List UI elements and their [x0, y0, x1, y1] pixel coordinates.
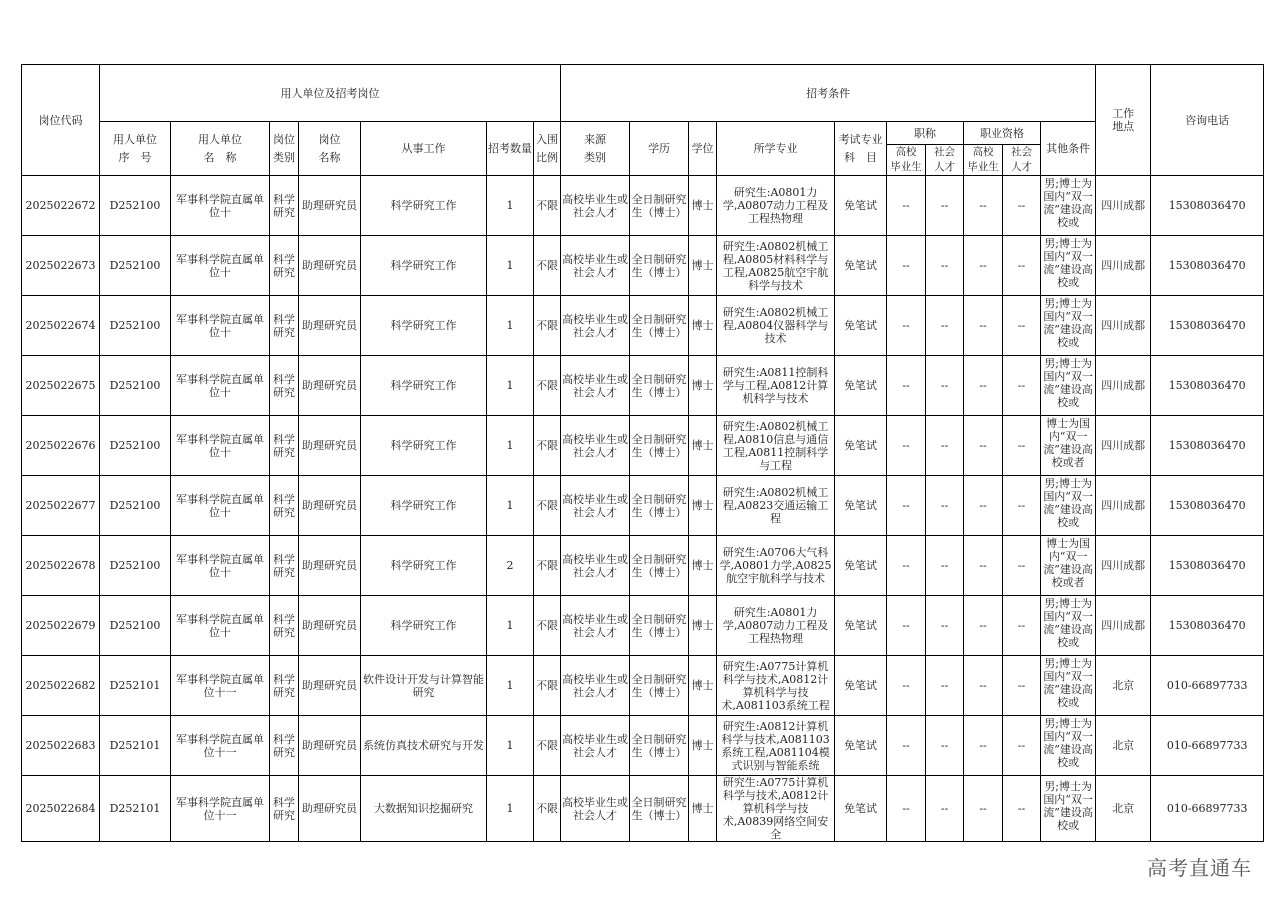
cell-major: 研究生:A0801力学,A0807动力工程及工程热物理: [717, 596, 835, 656]
header-ratio: 入围 比例: [534, 122, 561, 176]
header-work: 从事工作: [361, 122, 487, 176]
cell-post-type: 科学研究: [270, 356, 299, 416]
cell-education: 全日制研究生（博士）: [630, 776, 689, 842]
cell-count: 2: [487, 536, 534, 596]
cell-title-grad: --: [887, 656, 926, 716]
cell-code: 2025022679: [22, 596, 100, 656]
cell-work: 科学研究工作: [361, 476, 487, 536]
cell-post-type: 科学研究: [270, 776, 299, 842]
cell-post-name: 助理研究员: [299, 536, 361, 596]
cell-phone: 15308036470: [1151, 236, 1264, 296]
other-conditions-text: 男;博士为国内“双一流”建设高校或: [1043, 476, 1093, 529]
cell-qual-social: --: [1003, 596, 1041, 656]
cell-ratio: 不限: [534, 656, 561, 716]
cell-qual-social: --: [1003, 236, 1041, 296]
other-conditions-text: 博士为国内“双一流”建设高校或者: [1043, 536, 1093, 589]
cell-source: 高校毕业生或社会人才: [561, 356, 630, 416]
cell-code: 2025022675: [22, 356, 100, 416]
cell-unit-name: 军事科学院直属单位十: [171, 356, 270, 416]
cell-title-social: --: [926, 236, 964, 296]
cell-unit-name: 军事科学院直属单位十: [171, 296, 270, 356]
cell-exam: 免笔试: [835, 296, 887, 356]
cell-qual-social: --: [1003, 476, 1041, 536]
cell-unit-seq: D252100: [100, 536, 171, 596]
cell-major: 研究生:A0775计算机科学与技术,A0812计算机科学与技术,A081103系统工程: [717, 656, 835, 716]
cell-work: 科学研究工作: [361, 236, 487, 296]
cell-post-type: 科学研究: [270, 296, 299, 356]
cell-education: 全日制研究生（博士）: [630, 296, 689, 356]
cell-degree: 博士: [689, 536, 717, 596]
cell-count: 1: [487, 476, 534, 536]
header-qual-social: 社会 人才: [1003, 145, 1041, 176]
cell-unit-seq: D252101: [100, 656, 171, 716]
cell-qual-social: --: [1003, 536, 1041, 596]
cell-ratio: 不限: [534, 176, 561, 236]
cell-ratio: 不限: [534, 776, 561, 842]
cell-work-place: 北京: [1096, 776, 1151, 842]
cell-code: 2025022673: [22, 236, 100, 296]
cell-other: [1041, 596, 1096, 656]
other-conditions-text: 男;博士为国内“双一流”建设高校或: [1043, 716, 1093, 769]
cell-post-name: 助理研究员: [299, 356, 361, 416]
cell-phone: 15308036470: [1151, 416, 1264, 476]
cell-major: 研究生:A0812计算机科学与技术,A081103系统工程,A081104模式识别与智能系统: [717, 716, 835, 776]
table-row: [22, 536, 1264, 596]
cell-other: [1041, 416, 1096, 476]
cell-title-social: --: [926, 596, 964, 656]
cell-work: 科学研究工作: [361, 176, 487, 236]
cell-source: 高校毕业生或社会人才: [561, 656, 630, 716]
cell-qual-grad: --: [964, 596, 1003, 656]
other-conditions-text: 男;博士为国内“双一流”建设高校或: [1043, 596, 1093, 649]
cell-work-place: 四川成都: [1096, 476, 1151, 536]
cell-major: 研究生:A0775计算机科学与技术,A0812计算机科学与技术,A0839网络空间安全: [717, 776, 835, 842]
cell-unit-name: 军事科学院直属单位十: [171, 596, 270, 656]
cell-code: 2025022677: [22, 476, 100, 536]
header-source: 来源 类别: [561, 122, 630, 176]
cell-work: 科学研究工作: [361, 296, 487, 356]
cell-post-name: 助理研究员: [299, 716, 361, 776]
header-qual-group: 职业资格: [964, 122, 1041, 145]
cell-qual-grad: --: [964, 716, 1003, 776]
cell-count: 1: [487, 776, 534, 842]
cell-source: 高校毕业生或社会人才: [561, 176, 630, 236]
cell-education: 全日制研究生（博士）: [630, 176, 689, 236]
header-post-name: 岗位 名称: [299, 122, 361, 176]
cell-source: 高校毕业生或社会人才: [561, 596, 630, 656]
cell-ratio: 不限: [534, 476, 561, 536]
cell-qual-social: --: [1003, 656, 1041, 716]
other-conditions-text: 男;博士为国内“双一流”建设高校或: [1043, 176, 1093, 229]
cell-major: 研究生:A0802机械工程,A0804仪器科学与技术: [717, 296, 835, 356]
cell-source: 高校毕业生或社会人才: [561, 296, 630, 356]
cell-major: 研究生:A0802机械工程,A0823交通运输工程: [717, 476, 835, 536]
cell-degree: 博士: [689, 476, 717, 536]
cell-qual-grad: --: [964, 416, 1003, 476]
cell-degree: 博士: [689, 356, 717, 416]
cell-phone: 15308036470: [1151, 296, 1264, 356]
cell-other: [1041, 716, 1096, 776]
cell-source: 高校毕业生或社会人才: [561, 536, 630, 596]
cell-post-name: 助理研究员: [299, 776, 361, 842]
cell-qual-grad: --: [964, 656, 1003, 716]
cell-title-grad: --: [887, 236, 926, 296]
cell-exam: 免笔试: [835, 416, 887, 476]
cell-unit-seq: D252101: [100, 776, 171, 842]
cell-title-grad: --: [887, 356, 926, 416]
cell-work-place: 四川成都: [1096, 536, 1151, 596]
table-row: [22, 776, 1264, 842]
cell-degree: 博士: [689, 296, 717, 356]
cell-qual-social: --: [1003, 416, 1041, 476]
header-post-code: 岗位代码: [22, 65, 100, 176]
cell-exam: 免笔试: [835, 356, 887, 416]
cell-phone: 010-66897733: [1151, 656, 1264, 716]
cell-title-grad: --: [887, 296, 926, 356]
cell-degree: 博士: [689, 716, 717, 776]
table-row: [22, 236, 1264, 296]
cell-unit-name: 军事科学院直属单位十一: [171, 656, 270, 716]
cell-count: 1: [487, 296, 534, 356]
cell-other: [1041, 356, 1096, 416]
cell-post-type: 科学研究: [270, 716, 299, 776]
cell-code: 2025022672: [22, 176, 100, 236]
cell-other: [1041, 656, 1096, 716]
cell-unit-name: 军事科学院直属单位十: [171, 536, 270, 596]
cell-ratio: 不限: [534, 596, 561, 656]
cell-count: 1: [487, 236, 534, 296]
cell-unit-seq: D252100: [100, 236, 171, 296]
cell-post-type: 科学研究: [270, 176, 299, 236]
cell-qual-social: --: [1003, 296, 1041, 356]
header-post-type: 岗位 类别: [270, 122, 299, 176]
header-title-grad: 高校 毕业生: [887, 145, 926, 176]
other-conditions-text: 博士为国内“双一流”建设高校或者: [1043, 416, 1093, 469]
header-qual-grad: 高校 毕业生: [964, 145, 1003, 176]
cell-phone: 15308036470: [1151, 536, 1264, 596]
cell-title-social: --: [926, 716, 964, 776]
cell-post-name: 助理研究员: [299, 176, 361, 236]
cell-education: 全日制研究生（博士）: [630, 476, 689, 536]
table-row: [22, 416, 1264, 476]
cell-phone: 010-66897733: [1151, 776, 1264, 842]
cell-qual-social: --: [1003, 176, 1041, 236]
cell-other: [1041, 296, 1096, 356]
cell-unit-seq: D252100: [100, 176, 171, 236]
cell-title-grad: --: [887, 416, 926, 476]
cell-qual-grad: --: [964, 536, 1003, 596]
cell-title-grad: --: [887, 716, 926, 776]
cell-code: 2025022683: [22, 716, 100, 776]
cell-post-name: 助理研究员: [299, 296, 361, 356]
header-unit-group: 用人单位及招考岗位: [100, 65, 561, 122]
cell-major: 研究生:A0802机械工程,A0805材料科学与工程,A0825航空宇航科学与技术: [717, 236, 835, 296]
cell-phone: 15308036470: [1151, 596, 1264, 656]
cell-unit-name: 军事科学院直属单位十一: [171, 716, 270, 776]
cell-post-type: 科学研究: [270, 596, 299, 656]
cell-qual-grad: --: [964, 236, 1003, 296]
cell-other: [1041, 236, 1096, 296]
header-title-social: 社会 人才: [926, 145, 964, 176]
cell-major: 研究生:A0801力学,A0807动力工程及工程热物理: [717, 176, 835, 236]
cell-title-grad: --: [887, 176, 926, 236]
cell-post-name: 助理研究员: [299, 596, 361, 656]
header-phone: 咨询电话: [1151, 65, 1264, 176]
cell-source: 高校毕业生或社会人才: [561, 476, 630, 536]
header-unit-name: 用人单位 名 称: [171, 122, 270, 176]
cell-work-place: 四川成都: [1096, 416, 1151, 476]
cell-education: 全日制研究生（博士）: [630, 656, 689, 716]
cell-qual-grad: --: [964, 356, 1003, 416]
cell-phone: 15308036470: [1151, 176, 1264, 236]
cell-unit-name: 军事科学院直属单位十一: [171, 776, 270, 842]
cell-degree: 博士: [689, 416, 717, 476]
cell-work-place: 四川成都: [1096, 236, 1151, 296]
cell-title-grad: --: [887, 776, 926, 842]
cell-code: 2025022682: [22, 656, 100, 716]
cell-education: 全日制研究生（博士）: [630, 416, 689, 476]
cell-title-social: --: [926, 416, 964, 476]
cell-title-grad: --: [887, 596, 926, 656]
cell-post-name: 助理研究员: [299, 476, 361, 536]
cell-count: 1: [487, 416, 534, 476]
cell-qual-grad: --: [964, 176, 1003, 236]
cell-title-social: --: [926, 656, 964, 716]
cell-work-place: 北京: [1096, 716, 1151, 776]
cell-code: 2025022674: [22, 296, 100, 356]
cell-unit-name: 军事科学院直属单位十: [171, 476, 270, 536]
cell-post-type: 科学研究: [270, 236, 299, 296]
cell-title-grad: --: [887, 536, 926, 596]
cell-degree: 博士: [689, 176, 717, 236]
cell-qual-grad: --: [964, 296, 1003, 356]
cell-exam: 免笔试: [835, 776, 887, 842]
table-row: [22, 656, 1264, 716]
cell-source: 高校毕业生或社会人才: [561, 716, 630, 776]
cell-work: 大数据知识挖掘研究: [361, 776, 487, 842]
cell-post-type: 科学研究: [270, 416, 299, 476]
cell-ratio: 不限: [534, 356, 561, 416]
cell-phone: 010-66897733: [1151, 716, 1264, 776]
header-education: 学历: [630, 122, 689, 176]
header-count: 招考数量: [487, 122, 534, 176]
cell-code: 2025022684: [22, 776, 100, 842]
cell-unit-seq: D252100: [100, 596, 171, 656]
other-conditions-text: 男;博士为国内“双一流”建设高校或: [1043, 656, 1093, 709]
header-title-group: 职称: [887, 122, 964, 145]
header-exam: 考试专业 科 目: [835, 122, 887, 176]
table-row: [22, 596, 1264, 656]
cell-education: 全日制研究生（博士）: [630, 236, 689, 296]
cell-education: 全日制研究生（博士）: [630, 716, 689, 776]
cell-exam: 免笔试: [835, 476, 887, 536]
cell-code: 2025022676: [22, 416, 100, 476]
cell-degree: 博士: [689, 596, 717, 656]
cell-major: 研究生:A0706大气科学,A0801力学,A0825航空宇航科学与技术: [717, 536, 835, 596]
cell-title-social: --: [926, 536, 964, 596]
header-other: 其他条件: [1041, 122, 1096, 176]
cell-work-place: 四川成都: [1096, 296, 1151, 356]
cell-phone: 15308036470: [1151, 356, 1264, 416]
cell-degree: 博士: [689, 656, 717, 716]
cell-exam: 免笔试: [835, 176, 887, 236]
cell-exam: 免笔试: [835, 596, 887, 656]
cell-work-place: 四川成都: [1096, 356, 1151, 416]
cell-work-place: 四川成都: [1096, 596, 1151, 656]
cell-other: [1041, 536, 1096, 596]
cell-qual-grad: --: [964, 476, 1003, 536]
cell-major: 研究生:A0802机械工程,A0810信息与通信工程,A0811控制科学与工程: [717, 416, 835, 476]
header-conditions-group: 招考条件: [561, 65, 1096, 122]
cell-post-type: 科学研究: [270, 536, 299, 596]
cell-count: 1: [487, 356, 534, 416]
cell-exam: 免笔试: [835, 656, 887, 716]
cell-post-type: 科学研究: [270, 656, 299, 716]
cell-work: 系统仿真技术研究与开发: [361, 716, 487, 776]
cell-source: 高校毕业生或社会人才: [561, 416, 630, 476]
cell-degree: 博士: [689, 776, 717, 842]
cell-exam: 免笔试: [835, 236, 887, 296]
cell-post-type: 科学研究: [270, 476, 299, 536]
cell-count: 1: [487, 716, 534, 776]
cell-unit-name: 军事科学院直属单位十: [171, 236, 270, 296]
cell-work: 科学研究工作: [361, 356, 487, 416]
cell-exam: 免笔试: [835, 536, 887, 596]
header-degree: 学位: [689, 122, 717, 176]
header-work-place: 工作 地点: [1096, 65, 1151, 176]
cell-count: 1: [487, 176, 534, 236]
cell-unit-name: 军事科学院直属单位十: [171, 176, 270, 236]
cell-work: 科学研究工作: [361, 596, 487, 656]
cell-unit-seq: D252100: [100, 416, 171, 476]
cell-code: 2025022678: [22, 536, 100, 596]
cell-unit-seq: D252101: [100, 716, 171, 776]
cell-post-name: 助理研究员: [299, 416, 361, 476]
cell-qual-social: --: [1003, 776, 1041, 842]
cell-education: 全日制研究生（博士）: [630, 536, 689, 596]
cell-qual-social: --: [1003, 356, 1041, 416]
cell-ratio: 不限: [534, 416, 561, 476]
cell-title-social: --: [926, 296, 964, 356]
table-row: [22, 296, 1264, 356]
cell-ratio: 不限: [534, 716, 561, 776]
cell-title-grad: --: [887, 476, 926, 536]
cell-degree: 博士: [689, 236, 717, 296]
cell-title-social: --: [926, 776, 964, 842]
cell-exam: 免笔试: [835, 716, 887, 776]
header-unit-seq: 用人单位 序 号: [100, 122, 171, 176]
cell-source: 高校毕业生或社会人才: [561, 776, 630, 842]
cell-unit-seq: D252100: [100, 296, 171, 356]
other-conditions-text: 男;博士为国内“双一流”建设高校或: [1043, 296, 1093, 349]
table-row: [22, 716, 1264, 776]
other-conditions-text: 男;博士为国内“双一流”建设高校或: [1043, 236, 1093, 289]
cell-title-social: --: [926, 356, 964, 416]
cell-ratio: 不限: [534, 536, 561, 596]
cell-title-social: --: [926, 176, 964, 236]
cell-qual-grad: --: [964, 776, 1003, 842]
recruitment-table: [21, 64, 1264, 842]
cell-source: 高校毕业生或社会人才: [561, 236, 630, 296]
cell-ratio: 不限: [534, 296, 561, 356]
table-row: [22, 476, 1264, 536]
table-row: [22, 356, 1264, 416]
cell-ratio: 不限: [534, 236, 561, 296]
cell-major: 研究生:A0811控制科学与工程,A0812计算机科学与技术: [717, 356, 835, 416]
cell-post-name: 助理研究员: [299, 656, 361, 716]
cell-unit-seq: D252100: [100, 476, 171, 536]
cell-unit-seq: D252100: [100, 356, 171, 416]
cell-count: 1: [487, 656, 534, 716]
cell-other: [1041, 476, 1096, 536]
cell-other: [1041, 176, 1096, 236]
cell-unit-name: 军事科学院直属单位十: [171, 416, 270, 476]
cell-phone: 15308036470: [1151, 476, 1264, 536]
cell-education: 全日制研究生（博士）: [630, 596, 689, 656]
watermark: 高考直通车: [1147, 856, 1252, 880]
other-conditions-text: 男;博士为国内“双一流”建设高校或: [1043, 779, 1093, 832]
cell-other: [1041, 776, 1096, 842]
cell-work: 软件设计开发与计算智能研究: [361, 656, 487, 716]
cell-post-name: 助理研究员: [299, 236, 361, 296]
cell-work-place: 四川成都: [1096, 176, 1151, 236]
other-conditions-text: 男;博士为国内“双一流”建设高校或: [1043, 356, 1093, 409]
cell-qual-social: --: [1003, 716, 1041, 776]
table-row: [22, 176, 1264, 236]
cell-title-social: --: [926, 476, 964, 536]
cell-education: 全日制研究生（博士）: [630, 356, 689, 416]
cell-count: 1: [487, 596, 534, 656]
cell-work: 科学研究工作: [361, 416, 487, 476]
cell-work: 科学研究工作: [361, 536, 487, 596]
header-major: 所学专业: [717, 122, 835, 176]
cell-work-place: 北京: [1096, 656, 1151, 716]
